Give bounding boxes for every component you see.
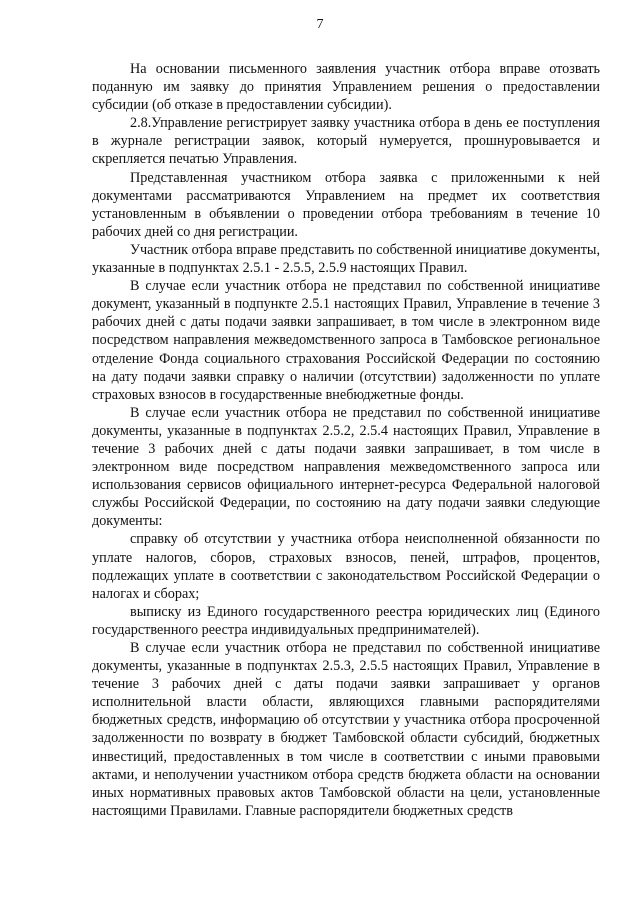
paragraph-registration: 2.8.Управление регистрирует заявку участника отбора в день ее поступления в журнале регистрации заявок, который нумеруется, прошнуровывается и скрепляется печатью Управления. (92, 115, 600, 168)
paragraph-fss-request: В случае если участник отбора не представил по собственной инициативе документ, указанный в подпункте 2.5.1 настоящих Правил, Управление в течение 3 рабочих дней с даты подачи заявки запрашивает, в том числе в электронном виде посредством направления межведомственного запроса в Тамбовское региональное отделение Фонда социального страхования Российской Федерации по состоянию на дату подачи заявки справку о наличии (отсутствии) задолженности по уплате страховых взносов в государственные внебюджетные фонды. (92, 278, 600, 403)
page-number: 7 (316, 17, 324, 32)
paragraph-budget-request: В случае если участник отбора не представил по собственной инициативе документы, указанные в подпунктах 2.5.3, 2.5.5 настоящих Правил, Управление в течение 3 рабочих дней с даты подачи заявки запрашивает у органов исполнительной власти области, являющихся главными распорядителями бюджетных средств, информацию об отсутствии у участника отбора просроченной задолженности по возврату в бюджет Тамбовской области субсидий, бюджетных инвестиций, предоставленных в том числе в соответствии с иными правовыми актами, и неполучении участником отбора средств бюджета области на основании иных нормативных правовых актов Тамбовской области на цели, установленные настоящими Правилами. Главные распорядители бюджетных средств (92, 640, 600, 819)
paragraph-egrul-extract: выписку из Единого государственного реестра юридических лиц (Единого государственного реестра индивидуальных предпринимателей). (92, 603, 600, 638)
paragraph-tax-certificate: справку об отсутствии у участника отбора неисполненной обязанности по уплате налогов, сборов, страховых взносов, пеней, штрафов, процентов, подлежащих уплате в соответствии с законодательством Российской Федерации о налогах и сборах; (92, 531, 600, 602)
paragraph-own-initiative: Участник отбора вправе представить по собственной инициативе документы, указанные в подпунктах 2.5.1 - 2.5.5, 2.5.9 настоящих Правил. (92, 241, 600, 277)
paragraph-withdraw-application: На основании письменного заявления участник отбора вправе отозвать поданную им заявку до принятия Управлением решения о предоставлении субсидии (об отказе в предоставлении субсидии). (92, 61, 600, 114)
document-body (92, 60, 600, 820)
paragraph-review-period: Представленная участником отбора заявка с приложенными к ней документами рассматриваются Управлением на предмет их соответствия установленным в объявлении о проведении отбора требованиям в течение 10 рабочих дней со дня регистрации. (92, 169, 600, 240)
paragraph-tax-request: В случае если участник отбора не представил по собственной инициативе документы, указанные в подпунктах 2.5.2, 2.5.4 настоящих Правил, Управление в течение 3 рабочих дней с даты подачи заявки запрашивает, в том числе в электронном виде посредством направления межведомственного запроса или использования сервисов официального интернет-ресурса Федеральной налоговой службы Российской Федерации, по состоянию на дату подачи заявки следующие документы: (92, 404, 600, 530)
